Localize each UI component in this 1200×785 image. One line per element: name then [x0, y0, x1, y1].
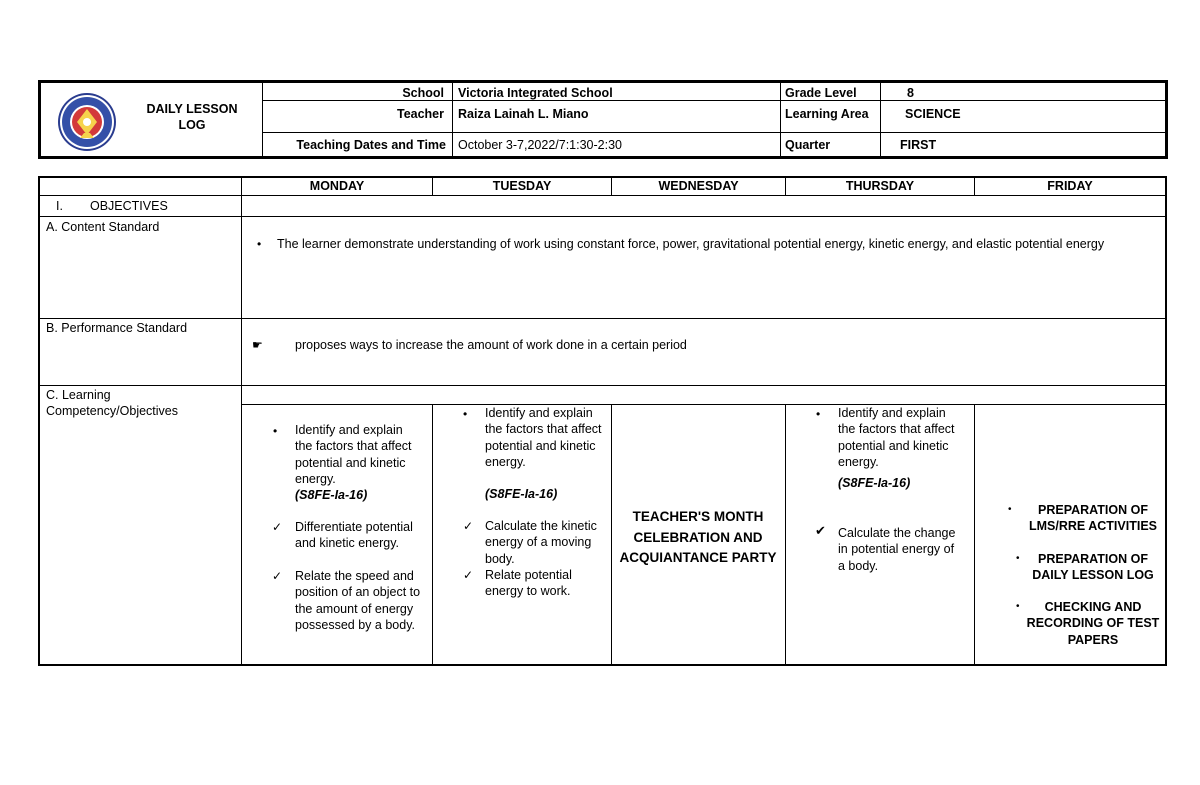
monday-item-1: Identify and explain the factors that affect potential and kinetic energy. [295, 423, 412, 486]
day-header-wednesday: WEDNESDAY [658, 179, 739, 193]
area-label: Learning Area [785, 107, 869, 121]
check-icon: ✓ [272, 520, 283, 534]
check-icon: ✓ [272, 569, 283, 583]
friday-item-2: PREPARATION OF DAILY LESSON LOG [1032, 552, 1154, 583]
bullet-icon: • [816, 407, 821, 421]
performance-standard-label: B. Performance Standard [46, 321, 188, 335]
thursday-code-1: (S8FE-Ia-16) [838, 476, 911, 490]
thursday-item-1: Identify and explain the factors that affect potential and kinetic energy. [838, 406, 955, 469]
competency-label: C. Learning Competency/Objectives [46, 388, 179, 419]
bullet-icon: • [1016, 553, 1020, 564]
monday-code-1: (S8FE-Ia-16) [295, 488, 368, 502]
day-header-friday: FRIDAY [1047, 179, 1093, 193]
day-header-tuesday: TUESDAY [492, 179, 552, 193]
friday-item-1: PREPARATION OF LMS/RRE ACTIVITIES [1028, 503, 1157, 534]
bullet-icon: • [1008, 504, 1012, 515]
tuesday-item-3: Relate potential energy to work. [485, 568, 572, 599]
monday-item-2: Differentiate potential and kinetic energy. [295, 520, 413, 551]
day-header-monday: MONDAY [309, 179, 365, 193]
teacher-value: Raiza Lainah L. Miano [458, 107, 589, 121]
monday-item-3: Relate the speed and position of an object to the amount of energy possessed by a body. [295, 569, 421, 632]
quarter-label: Quarter [785, 138, 831, 152]
objectives-heading: OBJECTIVES [90, 199, 168, 213]
pointer-icon: ☛ [252, 338, 263, 352]
tuesday-item-2: Calculate the kinetic energy of a moving body. [485, 519, 597, 566]
objectives-number: I. [56, 199, 63, 213]
grade-label: Grade Level [785, 86, 857, 100]
wednesday-event: TEACHER'S MONTH CELEBRATION AND ACQUIANTANCE PARTY [619, 509, 777, 565]
school-value: Victoria Integrated School [458, 86, 613, 100]
performance-standard-text: proposes ways to increase the amount of work done in a certain period [295, 338, 687, 352]
bullet-icon: • [257, 237, 262, 251]
thursday-item-2: Calculate the change in potential energy of a body. [838, 526, 956, 573]
teacher-label: Teacher [396, 107, 444, 121]
content-standard-text: The learner demonstrate understanding of work using constant force, power, gravitational potential energy, kinetic energy, and elastic potential energy [277, 237, 1105, 251]
check-icon: ✓ [463, 568, 474, 582]
dates-label: Teaching Dates and Time [296, 138, 446, 152]
tuesday-item-1: Identify and explain the factors that affect potential and kinetic energy. [485, 406, 602, 469]
deped-seal-icon [54, 91, 120, 153]
bullet-icon: • [273, 424, 278, 438]
dates-value: October 3-7,2022/7:1:30-2:30 [458, 138, 623, 152]
check-icon: ✔ [815, 524, 826, 539]
check-icon: ✓ [463, 519, 474, 533]
doc-title: DAILY LESSON LOG [146, 102, 238, 132]
area-value: SCIENCE [905, 107, 961, 121]
grade-value: 8 [907, 86, 914, 100]
bullet-icon: • [463, 407, 468, 421]
content-standard-label: A. Content Standard [46, 220, 160, 234]
friday-item-3: CHECKING AND RECORDING OF TEST PAPERS [1026, 600, 1160, 647]
quarter-value: FIRST [900, 138, 937, 152]
day-header-thursday: THURSDAY [845, 179, 915, 193]
bullet-icon: • [1016, 601, 1020, 612]
school-label: School [402, 86, 444, 100]
tuesday-code-1: (S8FE-Ia-16) [485, 487, 558, 501]
